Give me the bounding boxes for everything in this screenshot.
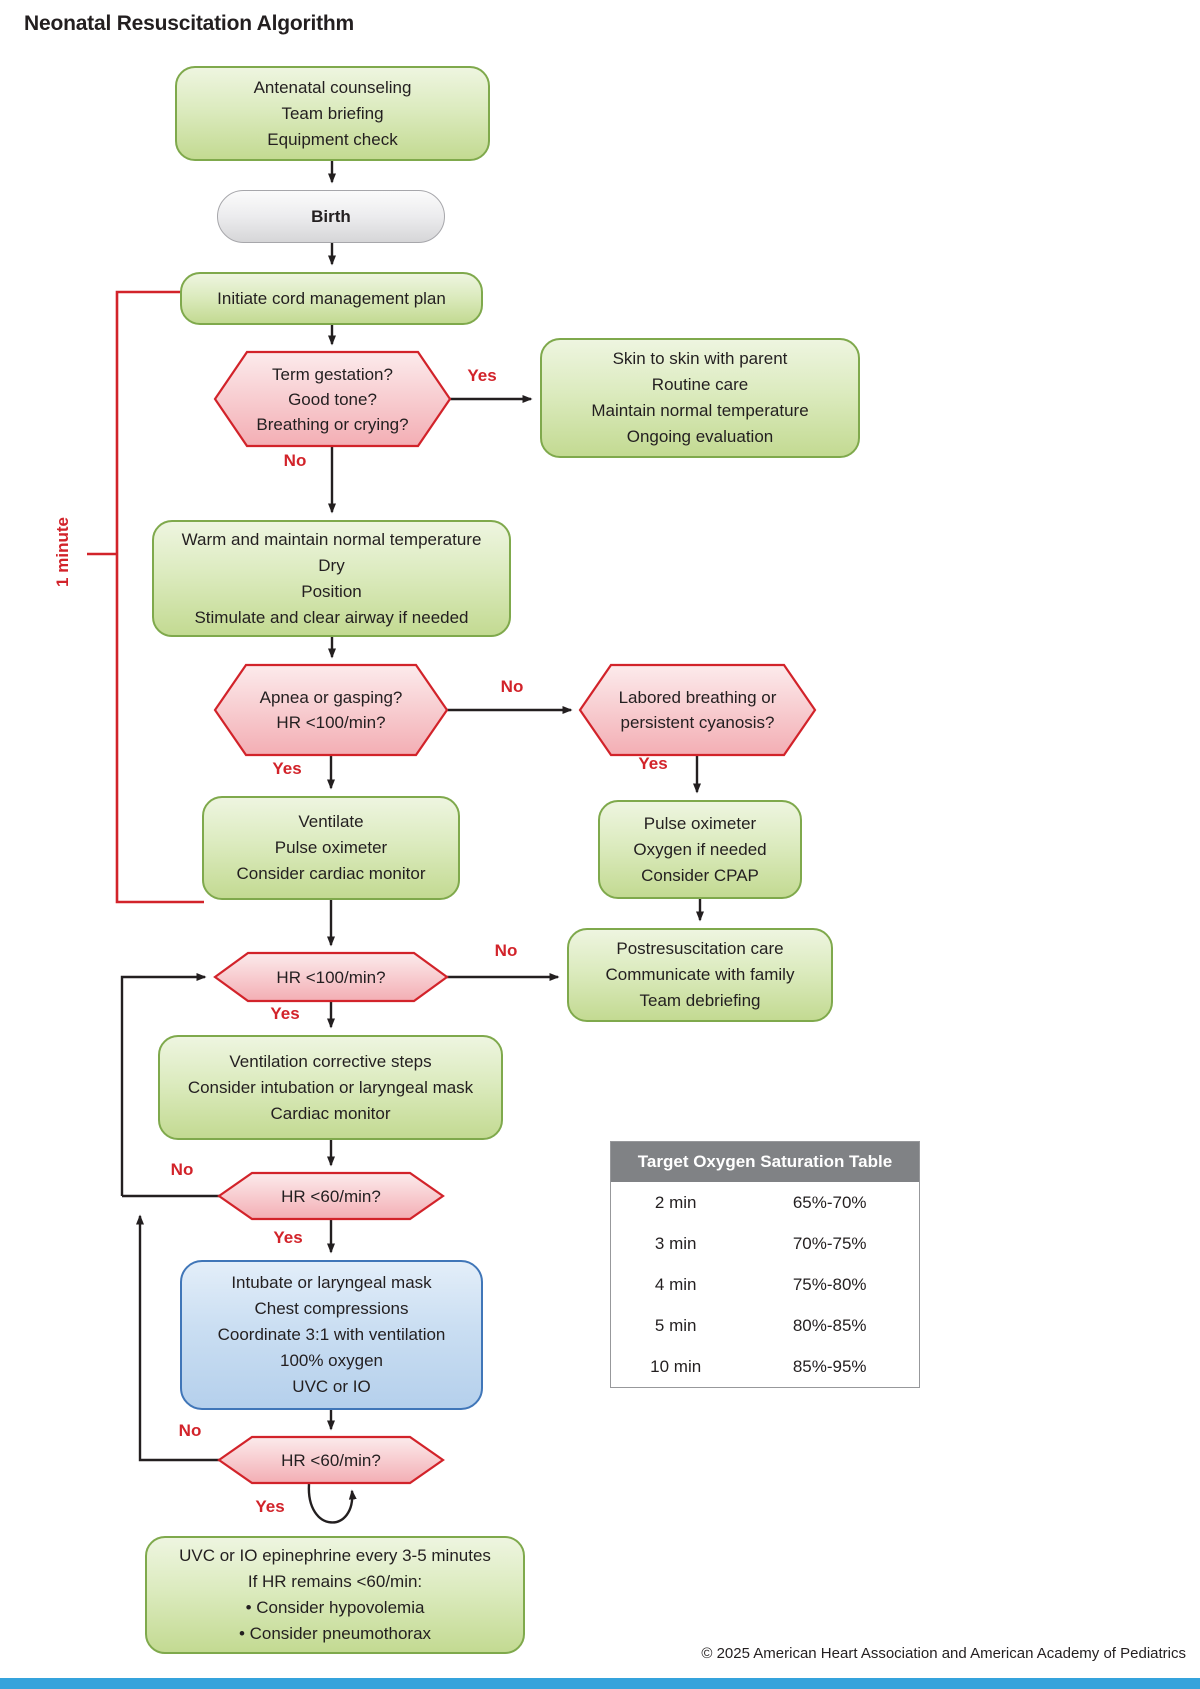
node-line: HR <100/min? (276, 967, 386, 987)
table-row (611, 1182, 919, 1223)
table-row (611, 1346, 919, 1387)
node-line: 100% oxygen (279, 1351, 384, 1370)
node-line: Apnea or gasping? (259, 688, 403, 707)
table-cell-time: 5 min (654, 1315, 697, 1335)
node-line: Breathing or crying? (256, 415, 409, 434)
node-line: Term gestation? (272, 365, 393, 384)
node-line: HR <100/min? (276, 713, 386, 732)
hexagon-labored-breathing-text (580, 665, 815, 755)
table-row (611, 1305, 919, 1346)
node-line: Chest compressions (254, 1299, 409, 1318)
node-line: Position (301, 581, 362, 601)
hexagon-apnea-gasping-text (215, 665, 447, 755)
node-line: Dry (318, 555, 345, 575)
label-yes-hr100: Yes (270, 1004, 300, 1023)
node-line: Consider cardiac monitor (236, 864, 426, 883)
node-line: Labored breathing or (618, 688, 777, 707)
node-routine-care (540, 338, 860, 458)
bottom-accent-bar (0, 1678, 1200, 1689)
node-line: Equipment check (267, 129, 398, 149)
table-cell-range: 75%-80% (792, 1274, 867, 1294)
table-cell-time: 3 min (654, 1233, 697, 1253)
hexagon-term-gestation-text (215, 352, 450, 447)
hexagon-hr60-first-text (219, 1173, 443, 1219)
label-yes-apnea: Yes (272, 759, 302, 778)
table-row (611, 1264, 919, 1305)
label-no-hr60-first: No (170, 1160, 194, 1179)
node-line: Consider CPAP (641, 865, 759, 885)
arrow-hr60b-yes-repeat-loop (309, 1484, 352, 1522)
node-line: persistent cyanosis? (620, 713, 775, 732)
label-yes-term: Yes (467, 366, 497, 385)
label-yes-labored: Yes (638, 754, 668, 773)
page-title: Neonatal Resuscitation Algorithm (24, 12, 355, 35)
node-line: Coordinate 3:1 with ventilation (217, 1325, 446, 1344)
node-line: If HR remains <60/min: (247, 1572, 423, 1591)
node-line: HR <60/min? (281, 1186, 381, 1206)
node-line: Pulse oximeter (274, 838, 388, 857)
node-antenatal (175, 66, 490, 161)
hexagon-hr100-text (215, 953, 447, 1001)
node-line: Intubate or laryngeal mask (231, 1273, 432, 1292)
node-line: Routine care (651, 375, 749, 394)
oxygen-table-title: Target Oxygen Saturation Table (611, 1142, 919, 1182)
copyright-text: © 2025 American Heart Association and American Academy of Pediatrics (701, 1645, 1186, 1662)
node-line: Ventilate (298, 812, 364, 831)
label-no-hr60-second: No (178, 1421, 202, 1440)
node-chest-compressions (180, 1260, 483, 1410)
table-row (611, 1223, 919, 1264)
label-no-apnea: No (500, 677, 524, 696)
label-no-hr100: No (494, 941, 518, 960)
node-line: UVC or IO (292, 1377, 371, 1396)
node-line: UVC or IO epinephrine every 3-5 minutes (179, 1546, 491, 1565)
node-line: Birth (311, 206, 351, 226)
node-line: Ventilation corrective steps (229, 1051, 432, 1071)
node-line: Ongoing evaluation (626, 427, 774, 446)
node-warm-dry-position (152, 520, 511, 637)
node-line: Stimulate and clear airway if needed (194, 607, 469, 627)
label-yes-hr60-second: Yes (255, 1497, 285, 1516)
node-line: Communicate with family (605, 965, 795, 984)
table-cell-time: 10 min (650, 1356, 702, 1376)
label-no-term: No (283, 451, 307, 470)
table-cell-range: 70%-75% (792, 1233, 867, 1253)
node-line: HR <60/min? (281, 1450, 381, 1470)
node-postresuscitation (567, 928, 833, 1022)
node-line: Cardiac monitor (270, 1103, 391, 1123)
oxygen-saturation-table (610, 1141, 920, 1388)
node-line: Maintain normal temperature (591, 401, 809, 420)
node-line: Oxygen if needed (633, 839, 767, 859)
table-cell-range: 80%-85% (792, 1315, 867, 1335)
node-pulse-oximeter (598, 800, 802, 899)
table-cell-range: 65%-70% (792, 1192, 867, 1212)
node-line: Initiate cord management plan (217, 288, 446, 308)
node-line: Pulse oximeter (643, 813, 757, 833)
node-cord-management (180, 272, 483, 325)
node-line: Consider intubation or laryngeal mask (187, 1077, 474, 1097)
node-line: Antenatal counseling (253, 77, 412, 97)
node-line: Team briefing (281, 103, 384, 123)
node-ventilation-corrective (158, 1035, 503, 1140)
node-line: • Consider hypovolemia (245, 1598, 425, 1617)
node-line: • Consider pneumothorax (238, 1624, 432, 1643)
node-line: Warm and maintain normal temperature (181, 529, 482, 549)
node-line: Skin to skin with parent (612, 349, 788, 368)
table-cell-time: 4 min (654, 1274, 697, 1294)
table-cell-time: 2 min (654, 1192, 697, 1212)
label-yes-hr60-first: Yes (273, 1228, 303, 1247)
node-epinephrine (145, 1536, 525, 1654)
node-birth (217, 190, 445, 243)
node-ventilate (202, 796, 460, 900)
node-line: Postresuscitation care (616, 939, 784, 958)
hexagon-hr60-second-text (219, 1437, 443, 1483)
node-line: Team debriefing (639, 991, 761, 1010)
table-cell-range: 85%-95% (792, 1356, 867, 1376)
label-one-minute: 1 minute (53, 517, 72, 587)
node-line: Good tone? (288, 390, 377, 409)
